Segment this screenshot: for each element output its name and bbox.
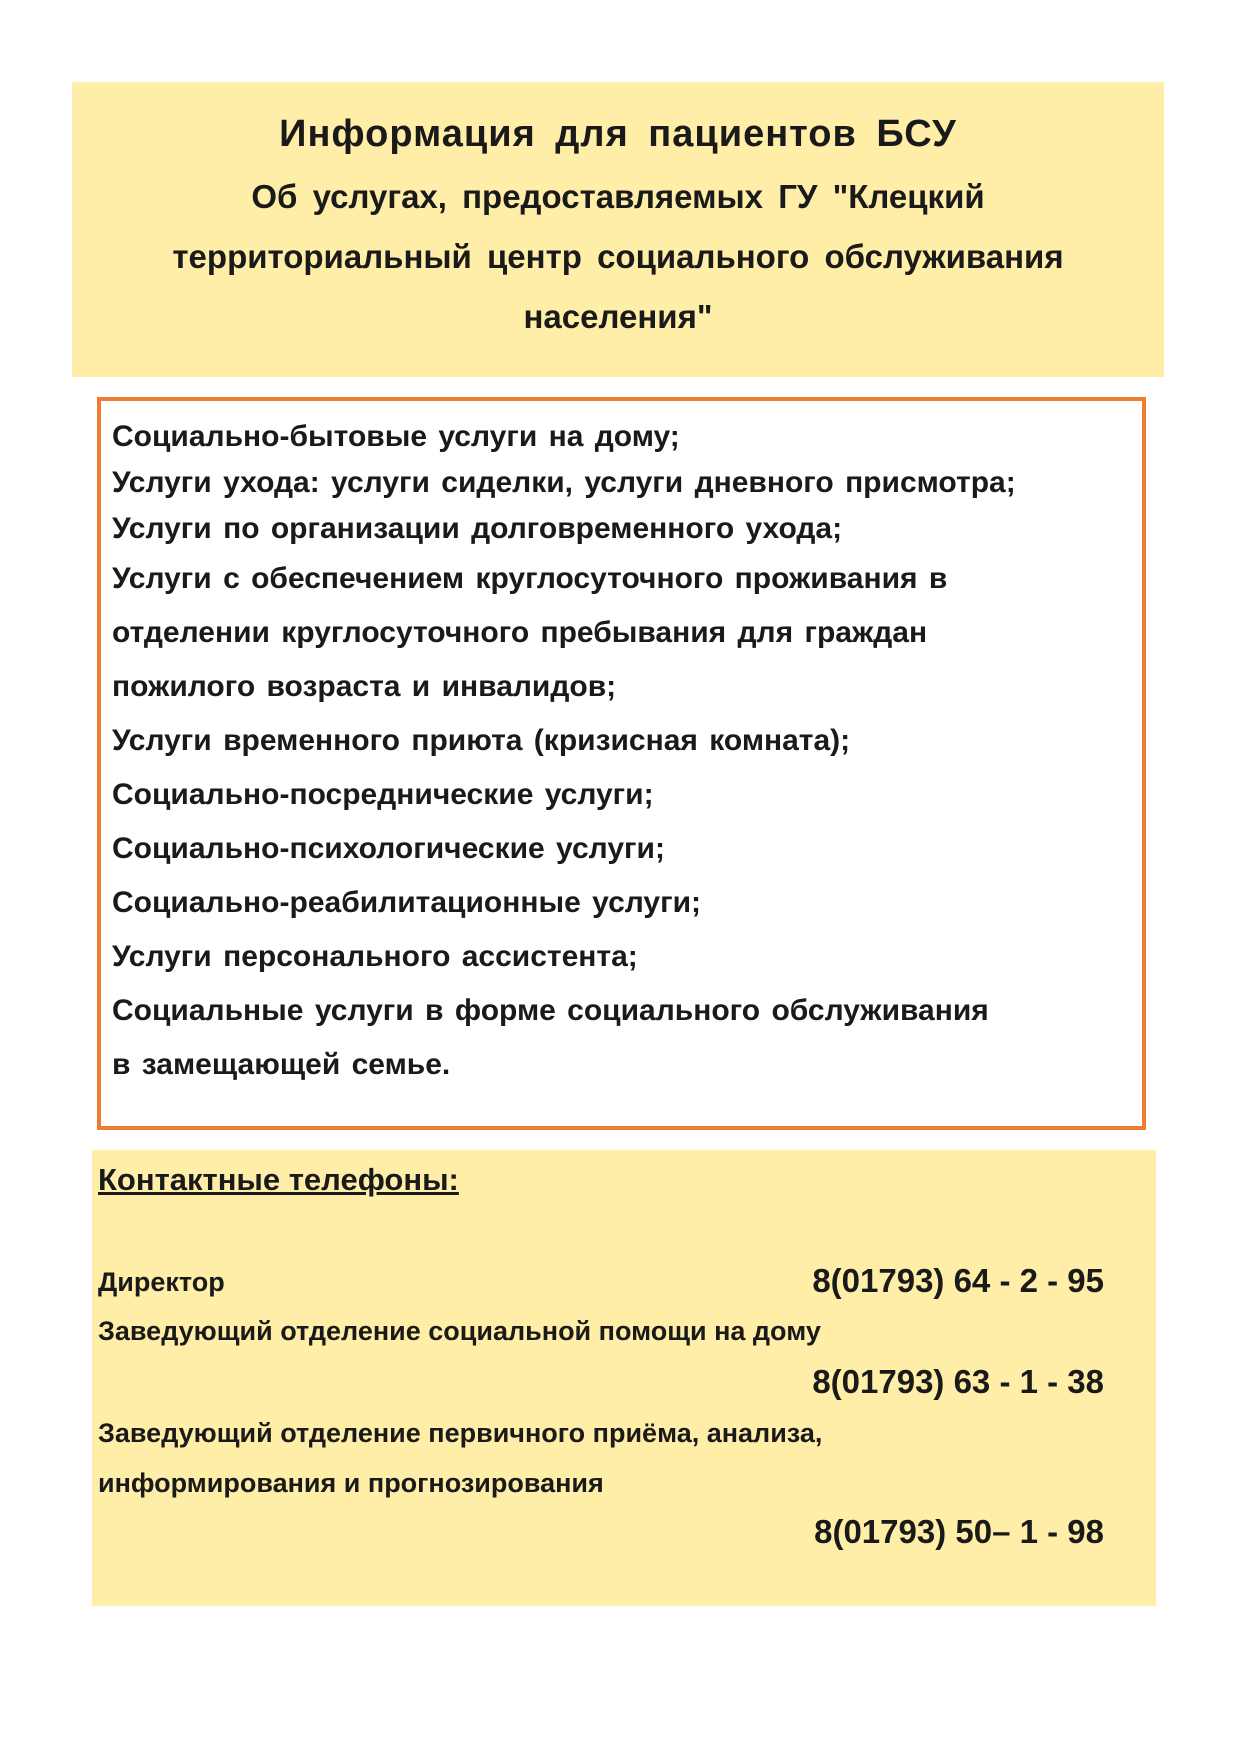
primary-reception-label-line2: информирования и прогнозирования — [98, 1468, 604, 1498]
service-item: Услуги ухода: услуги сиделки, услуги дневного присмотра; — [112, 466, 1016, 499]
service-item: Услуги по организации долговременного ухода; — [112, 512, 843, 545]
header-banner — [72, 82, 1164, 377]
page-title: Информация для пациентов БСУ — [279, 113, 957, 155]
services-panel — [97, 397, 1146, 1130]
service-item: Социальные услуги в форме социального обслуживания — [112, 994, 989, 1027]
director-phone: 8(01793) 64 - 2 - 95 — [812, 1262, 1104, 1299]
page-subtitle: Об услугах, предоставляемых ГУ "Клецкий территориальный центр социального обслуживания населения" — [172, 178, 1064, 336]
service-item: Социально-психологические услуги; — [112, 832, 665, 865]
service-item: Социально-бытовые услуги на дому; — [112, 420, 680, 453]
service-item: отделении круглосуточного пребывания для граждан — [112, 616, 928, 649]
service-item: пожилого возраста и инвалидов; — [112, 670, 617, 703]
service-item: Услуги временного приюта (кризисная комната); — [112, 724, 851, 757]
home-help-label: Заведующий отделение социальной помощи на дому — [98, 1316, 821, 1346]
contacts-heading: Контактные телефоны: — [98, 1162, 459, 1197]
primary-reception-label-line1: Заведующий отделение первичного приёма, анализа, — [98, 1418, 823, 1448]
service-item: Услуги персонального ассистента; — [112, 940, 638, 973]
service-item: в замещающей семье. — [112, 1048, 451, 1081]
service-item: Социально-реабилитационные услуги; — [112, 886, 702, 919]
service-item: Социально-посреднические услуги; — [112, 778, 654, 811]
services-list — [101, 401, 1142, 1092]
service-item: Услуги с обеспечением круглосуточного проживания в — [112, 562, 948, 595]
primary-reception-phone: 8(01793) 50– 1 - 98 — [814, 1513, 1104, 1550]
home-help-phone: 8(01793) 63 - 1 - 38 — [812, 1363, 1104, 1400]
director-label: Директор — [98, 1267, 225, 1297]
contacts-panel — [92, 1150, 1156, 1606]
